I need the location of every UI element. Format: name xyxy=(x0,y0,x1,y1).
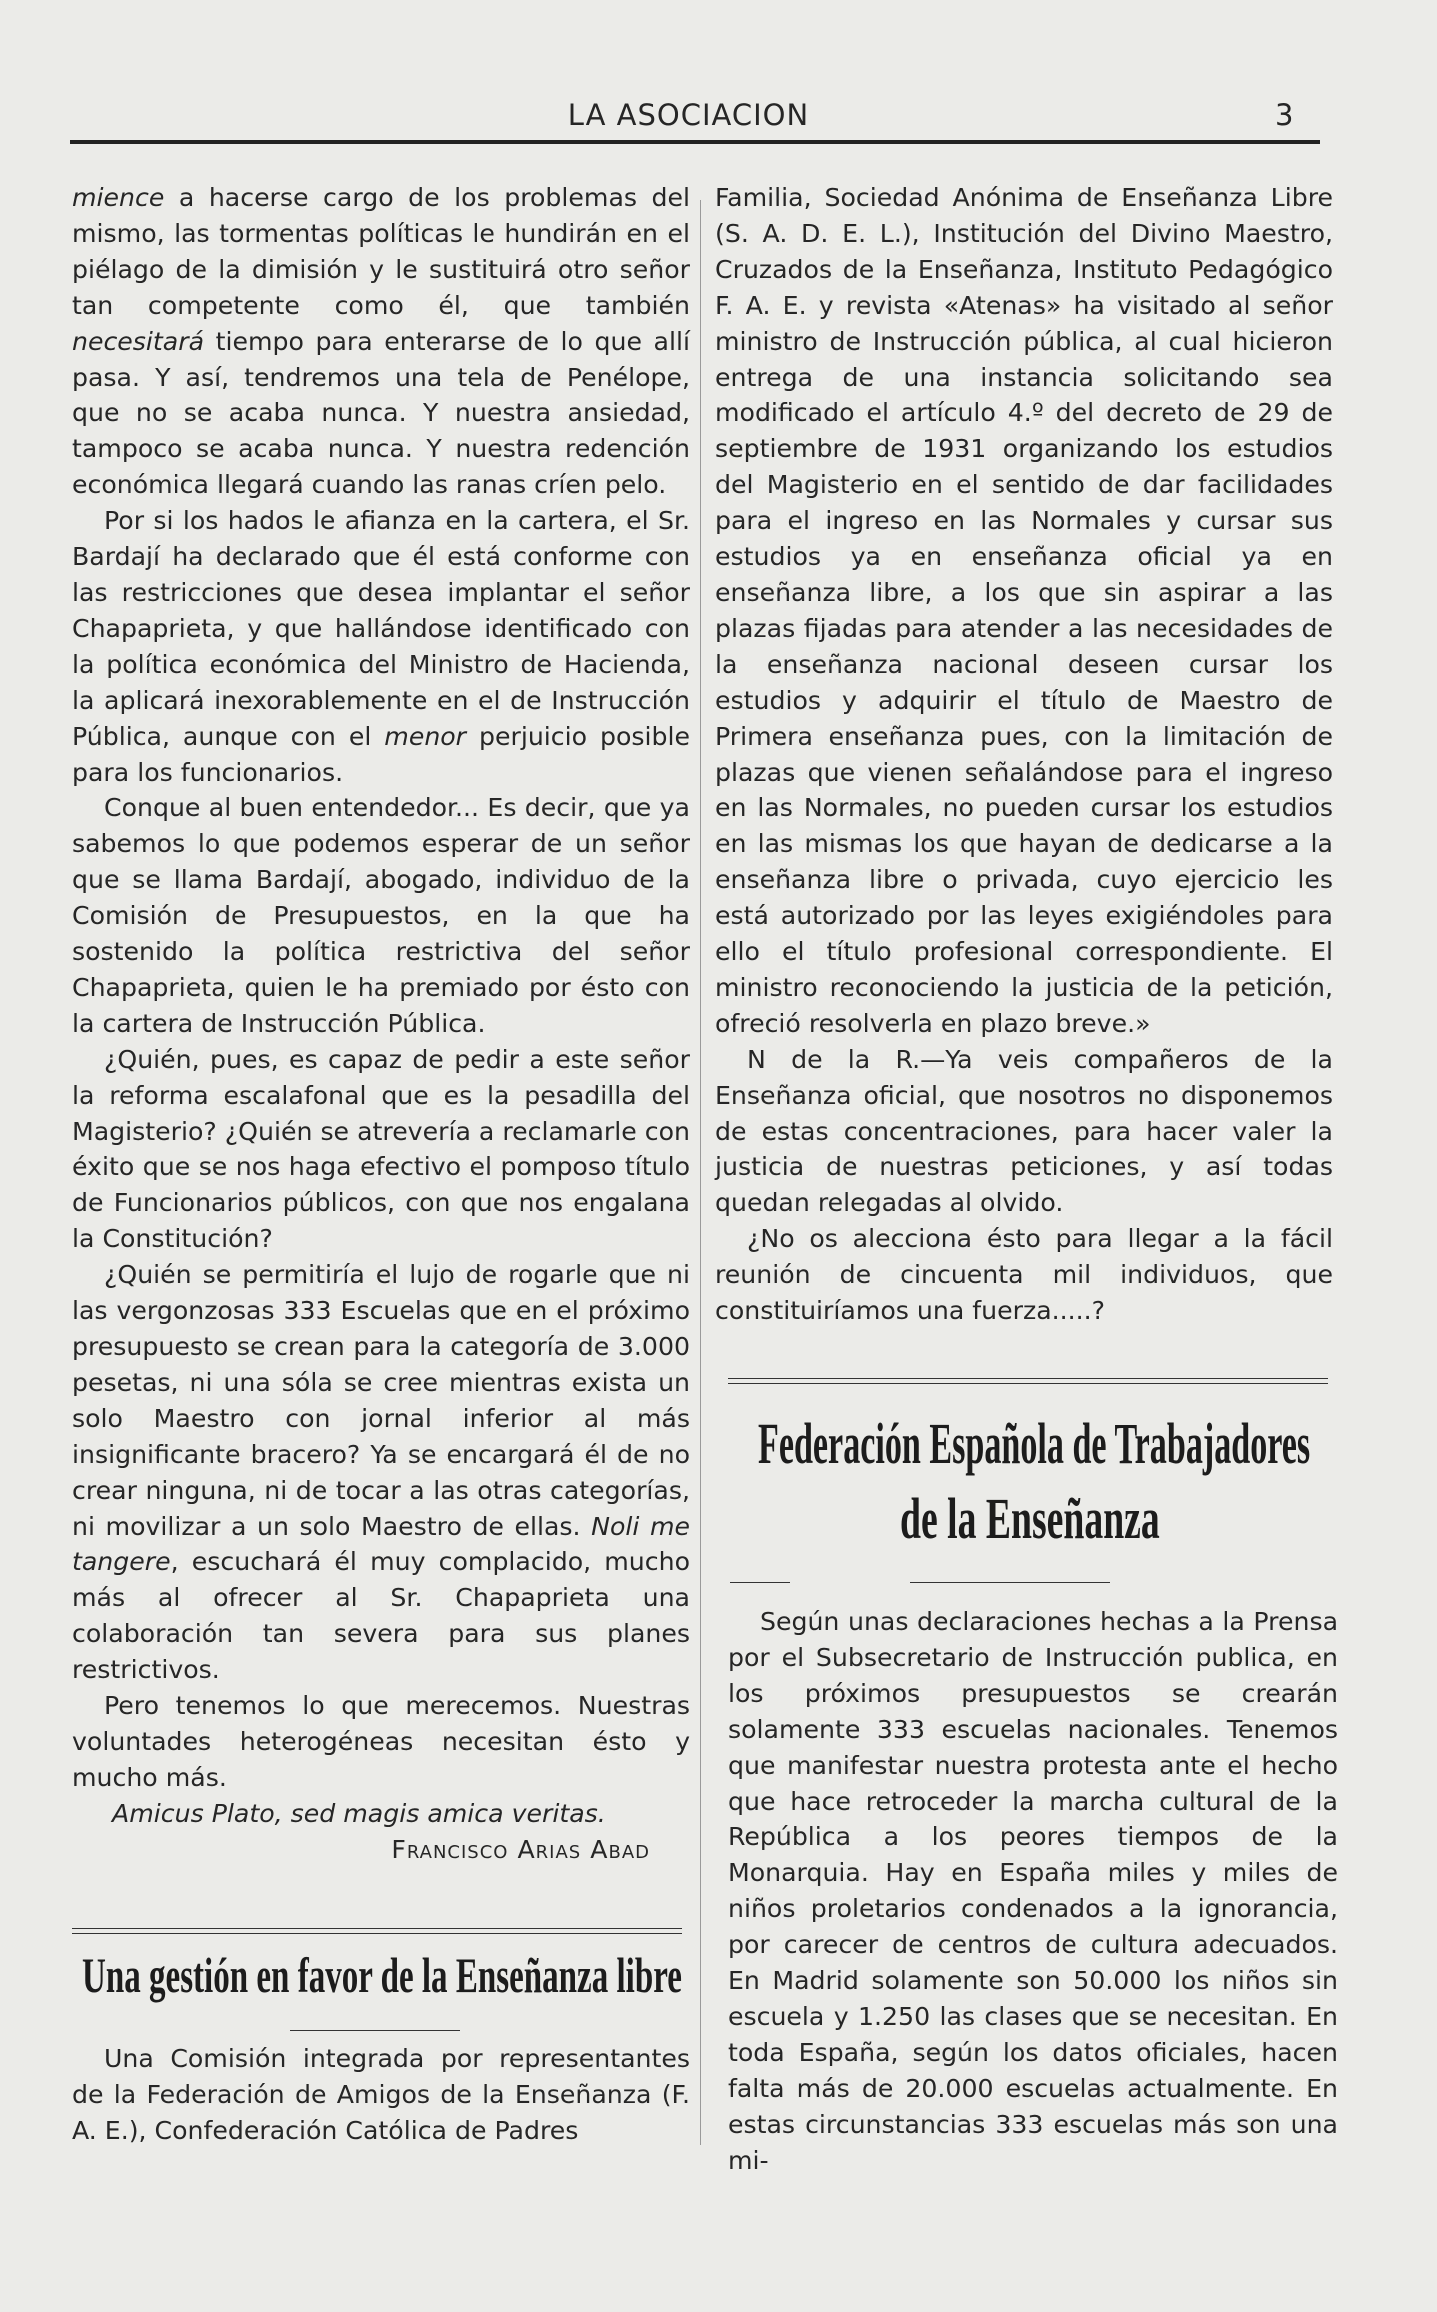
right-paragraph-2: N de la R.—Ya veis compañeros de la Enseñanza oficial, que nosotros no disponemos de estas concentraciones, para hacer valer la justicia de nuestras peticiones, y así todas quedan relegadas al olvido. xyxy=(715,1044,1333,1218)
right-column xyxy=(715,180,1333,1329)
author-name: Francisco Arias Abad xyxy=(391,1834,650,1864)
header-rule xyxy=(70,140,1320,144)
left-paragraph-2 xyxy=(72,503,690,790)
headline-underline xyxy=(910,1582,1110,1583)
headline-federacion-line-1: Federación Española de Trabajadores xyxy=(758,1411,1311,1476)
section-double-rule xyxy=(72,1928,682,1934)
paragraph-text: perjuicio posible para los funcionarios. xyxy=(72,721,690,787)
headline-underline xyxy=(290,2030,460,2031)
article-federacion-body xyxy=(728,1604,1338,2179)
paragraph-text: a hacerse cargo de los problemas del mismo, las tormentas políticas le hundirán en el piélago de la dimisión y le sustituirá otro señor tan competente como él, que también xyxy=(72,183,690,320)
article-federacion-paragraph: Según unas declaraciones hechas a la Prensa por el Subsecretario de Instrucción publica, en los próximos presupuestos se crearán solamente 333 escuelas nacionales. Tenemos que manifestar nuestra protesta ante el hecho que hace retroceder la marcha cultural de la República a los peores tiempos de la Monarquia. Hay en España miles y miles de niños proletarios condenados a la ignorancia, por carecer de centros de cultura adecuados. En Madrid solamente son 50.000 los niños sin escuela y 1.250 las clases que se necesitan. En toda España, según los datos oficiales, hacen falta más de 20.000 escuelas actualmente. En estas circunstancias 333 escuelas más son una mi- xyxy=(728,1607,1338,2175)
paragraph-text: , escuchará él muy complacido, mucho más al ofrecer al Sr. Chapaprieta una colaboración tan severa para sus planes restrictivos. xyxy=(72,1547,690,1685)
paragraph-text: tiempo para enterarse de lo que allí pasa. Y así, tendremos una tela de Penélope, que no se acaba nunca. Y nuestra ansiedad, tampoco se acaba nunca. Y nuestra redención económica llegará cuando las ranas críen pelo. xyxy=(72,326,690,500)
italic-lead-word: mience xyxy=(72,183,165,212)
article-gestion-paragraph: Una Comisión integrada por representantes de la Federación de Amigos de la Enseñanza (F. A. E.), Confederación Católica de Padres xyxy=(72,2044,690,2145)
italic-word: necesitará xyxy=(72,326,205,356)
article-gestion-body xyxy=(72,2041,690,2149)
paragraph-text: Por si los hados le afianza en la cartera, el Sr. Bardají ha declarado que él está conforme con las restricciones que desea implantar el señor Chapaprieta, y que hallándose identificado con la política económica del Ministro de Hacienda, la aplicará inexorablemente en el de Instrucción Pública, aunque con el xyxy=(72,506,690,751)
page-number: 3 xyxy=(1275,98,1294,132)
left-paragraph-4: ¿Quién, pues, es capaz de pedir a este señor la reforma escalafonal que es la pesadilla del Magisterio? ¿Quién se atrevería a reclamarle con éxito que se nos haga efectivo el pomposo título de Funcionarios públicos, con que nos engalana la Constitución? xyxy=(72,1044,690,1254)
section-double-rule xyxy=(728,1378,1328,1384)
left-paragraph-5 xyxy=(72,1257,690,1688)
author-signature xyxy=(72,1832,690,1868)
latin-phrase: Noli me tangere xyxy=(72,1511,690,1577)
right-paragraph-3: ¿No os alecciona ésto para llegar a la fácil reunión de cincuenta mil individuos, que constituiríamos una fuerza.....? xyxy=(715,1224,1333,1326)
right-paragraph-1: Familia, Sociedad Anónima de Enseñanza Libre (S. A. D. E. L.), Institución del Divino Maestro, Cruzados de la Enseñanza, Instituto Pedagógico F. A. E. y revista «Atenas» ha visitado al señor ministro de Instrucción pública, al cual hicieron entrega de una instancia solicitando sea modificado el artículo 4.º del decreto de 29 de septiembre de 1931 organizando los estudios del Magisterio en el sentido de dar facilidades para el ingreso en las Normales y cursar sus estudios ya en enseñanza oficial ya en enseñanza libre, a los que sin aspirar a las plazas fijadas para atender a las necesidades de la enseñanza nacional deseen cursar los estudios y adquirir el título de Maestro de Primera enseñanza pues, con la limitación de plazas que vienen señalándose para el ingreso en las Normales, no pueden cursar los estudios en las mismas los que hayan de dedicarse a la enseñanza libre o privada, cuyo ejercicio les está autorizado por las leyes exigiéndoles para ello el título profesional correspondiente. El ministro reconociendo la justicia de la petición, ofreció resolverla en plazo breve.» xyxy=(715,183,1333,1038)
column-divider xyxy=(700,200,701,2145)
running-head xyxy=(0,98,1437,142)
left-paragraph-3: Conque al buen entendedor... Es decir, que ya sabemos lo que podemos esperar de un señor que se llama Bardají, abogado, individuo de la Comisión de Presupuestos, en la que ha sostenido la política restrictiva del señor Chapaprieta, quien le ha premiado por ésto con la cartera de Instrucción Pública. xyxy=(72,793,690,1038)
headline-gestion: Una gestión en favor de la Enseñanza libre xyxy=(82,1947,682,2003)
paragraph-text: ¿Quién se permitiría el lujo de rogarle que ni las vergonzosas 333 Escuelas que en el próximo presupuesto se crean para la categoría de 3.000 pesetas, ni una sóla se cree mientras exista un solo Maestro con jornal inferior al más insignificante bracero? Ya se encargará él de no crear ninguna, ni de tocar a las otras categorías, ni movilizar a un solo Maestro de ellas. xyxy=(72,1260,690,1541)
left-column xyxy=(72,180,690,1868)
publication-title: LA ASOCIACION xyxy=(567,98,810,132)
headline-federacion-line-2: de la Enseñanza xyxy=(900,1486,1160,1551)
left-paragraph-1 xyxy=(72,180,690,503)
headline-underline xyxy=(730,1582,790,1583)
latin-quote: Amicus Plato, sed magis amica veritas. xyxy=(112,1798,606,1828)
left-paragraph-6: Pero tenemos lo que merecemos. Nuestras voluntades heterogéneas necesitan ésto y mucho más. xyxy=(72,1691,690,1792)
italic-word: menor xyxy=(384,721,467,751)
